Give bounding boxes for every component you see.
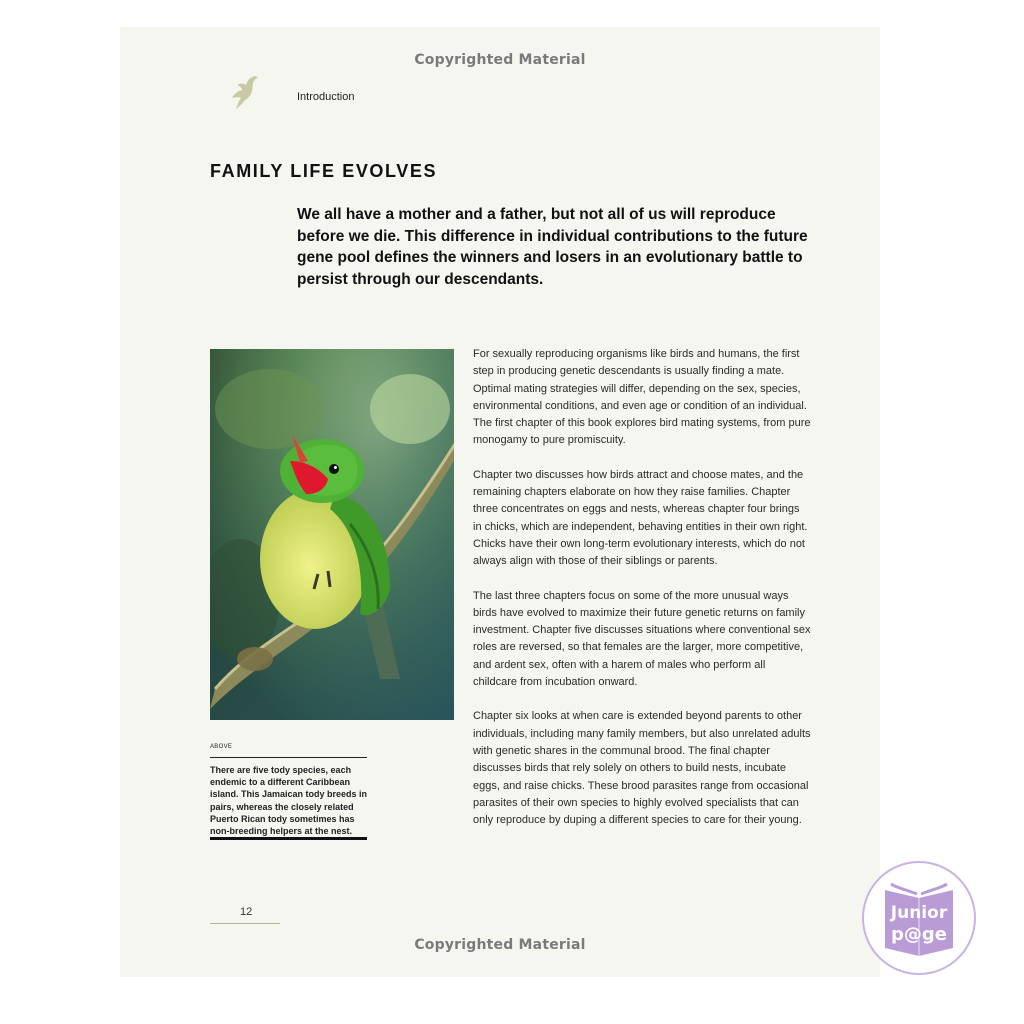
body-paragraph: The last three chapters focus on some of the more unusual ways birds have evolved to maximize their future genetic returns on family investment. Chapter five discusses situations where conventional sex roles are reversed, so that females are the larger, more competitive, and ardent sex, often with a harem of males who perform all childcare from incubation onward. xyxy=(473,589,811,689)
body-paragraph: Chapter two discusses how birds attract and choose mates, and the remaining chapters elaborate on how they raise families. Chapter three concentrates on eggs and nests, whereas chapter four brings in chicks, which are independent, behaving entities in their own right. Chicks have their own long-term evolutionary interests, which do not always align with those of their siblings or parents. xyxy=(473,468,808,568)
chapter-intro: We all have a mother and a father, but not all of us will reproduce before we die. This difference in individual contributions to the future gene pool defines the winners and losers in an evolutionary battle to persist through our descendants. xyxy=(297,206,808,288)
junior-page-badge xyxy=(861,860,977,976)
copyright-watermark-top: Copyrighted Material xyxy=(414,52,586,68)
caption-rule-top xyxy=(210,757,367,758)
chapter-title: FAMILY LIFE EVOLVES xyxy=(210,161,438,181)
bird-photo-illustration xyxy=(210,349,454,720)
badge-line1: Junior xyxy=(890,903,948,923)
copyright-watermark-bottom: Copyrighted Material xyxy=(414,937,586,953)
body-paragraph: Chapter six looks at when care is extended beyond parents to other individuals, including many family members, but also unrelated adults with genetic shares in the communal brood. The final chapter discusses birds that rely solely on others to build nests, incubate eggs, and raise chicks. These brood parasites range from occasional parasites of their own species to highly evolved specialists that can only reproduce by duping a different species to care for their young. xyxy=(473,710,811,827)
running-head: Introduction xyxy=(297,91,355,103)
open-book-icon xyxy=(861,860,977,976)
page-number: 12 xyxy=(240,906,253,918)
bird-silhouette-icon xyxy=(228,73,260,111)
caption-rule-bottom xyxy=(210,837,367,840)
figure-caption: There are five tody species, each endemic to a different Caribbean island. This Jamaican tody breeds in pairs, whereas the closely related Puerto Rican tody sometimes has non-breeding helpers at the nest. xyxy=(210,765,368,837)
jamaican-tody-bird-photo xyxy=(210,349,454,720)
body-text xyxy=(473,346,811,846)
caption-kicker: ABOVE xyxy=(210,744,233,750)
body-paragraph: For sexually reproducing organisms like birds and humans, the first step in producing genetic descendants is usually finding a mate. Optimal mating strategies will differ, depending on the sex, species, environmental conditions, and even age or condition of an individual. The first chapter of this book explores bird mating systems, from pure monogamy to pure promiscuity. xyxy=(473,348,811,447)
book-page xyxy=(120,27,880,977)
badge-line2: p@ge xyxy=(891,924,947,945)
page-number-rule xyxy=(210,923,280,924)
